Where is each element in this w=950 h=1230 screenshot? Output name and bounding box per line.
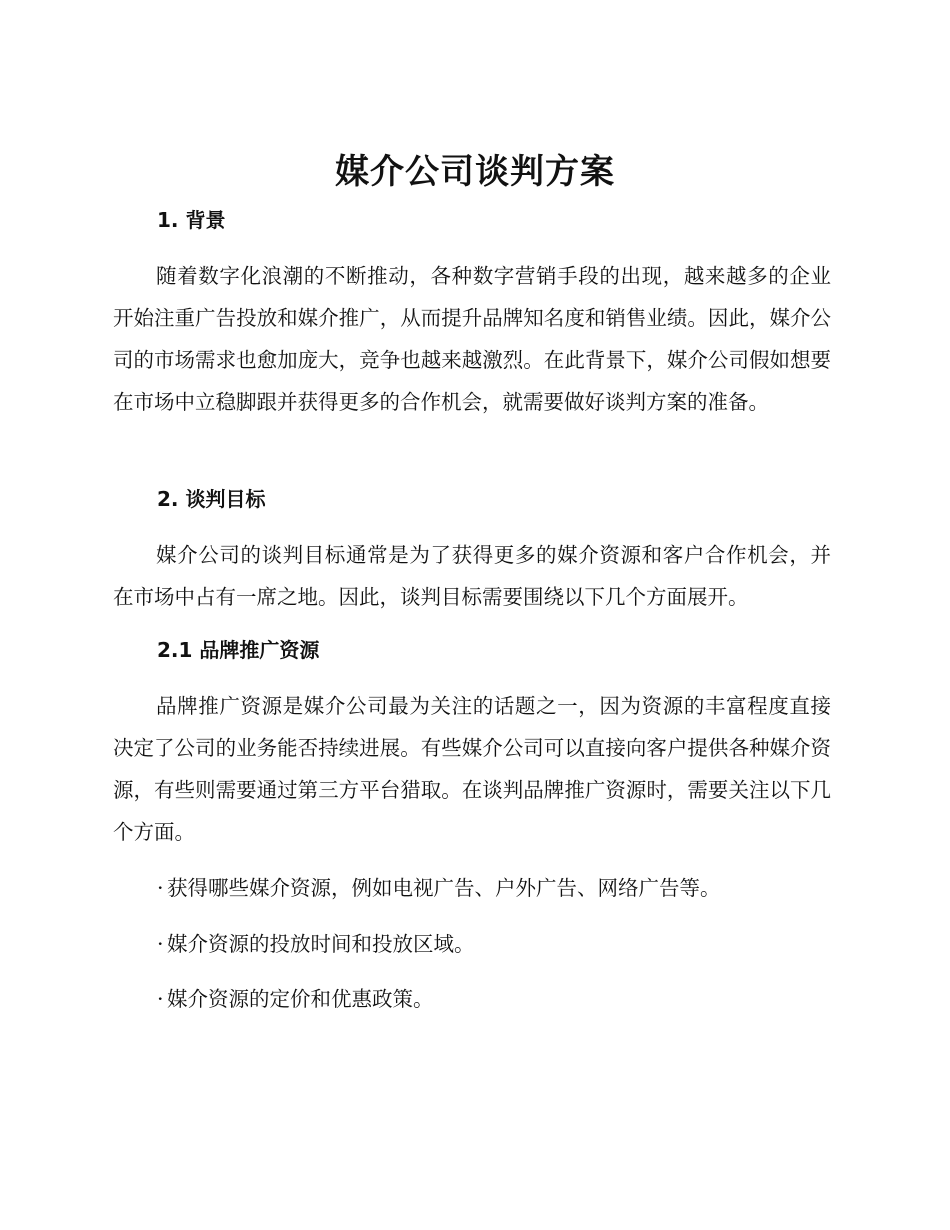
bullet-marker: · — [157, 987, 164, 1011]
section-heading-brand-resources: 2.1 品牌推广资源 — [157, 638, 320, 662]
bullet-item — [157, 873, 721, 903]
bullet-text: 获得哪些媒介资源，例如电视广告、户外广告、网络广告等。 — [167, 876, 721, 900]
section-paragraph-brand-resources: 品牌推广资源是媒介公司最为关注的话题之一，因为资源的丰富程度直接决定了公司的业务能否持续进展。有些媒介公司可以直接向客户提供各种媒介资源，有些则需要通过第三方平台猎取。在谈判品牌推广资源时，需要关注以下几个方面。 — [113, 694, 831, 844]
document-title: 媒介公司谈判方案 — [335, 152, 615, 192]
section-heading-background: 1. 背景 — [157, 208, 226, 232]
bullet-marker: · — [157, 932, 164, 956]
bullet-marker: · — [157, 876, 164, 900]
section-heading-negotiation-goals: 2. 谈判目标 — [157, 487, 266, 511]
bullet-item — [157, 929, 475, 959]
bullet-item — [157, 984, 434, 1014]
section-paragraph-negotiation-goals: 媒介公司的谈判目标通常是为了获得更多的媒介资源和客户合作机会，并在市场中占有一席之地。因此，谈判目标需要围绕以下几个方面展开。 — [113, 543, 831, 609]
section-paragraph-background: 随着数字化浪潮的不断推动，各种数字营销手段的出现，越来越多的企业开始注重广告投放和媒介推广，从而提升品牌知名度和销售业绩。因此，媒介公司的市场需求也愈加庞大，竞争也越来越激烈。在此背景下，媒介公司假如想要在市场中立稳脚跟并获得更多的合作机会，就需要做好谈判方案的准备。 — [113, 264, 831, 414]
bullet-text: 媒介资源的定价和优惠政策。 — [167, 987, 434, 1011]
bullet-text: 媒介资源的投放时间和投放区域。 — [167, 932, 475, 956]
